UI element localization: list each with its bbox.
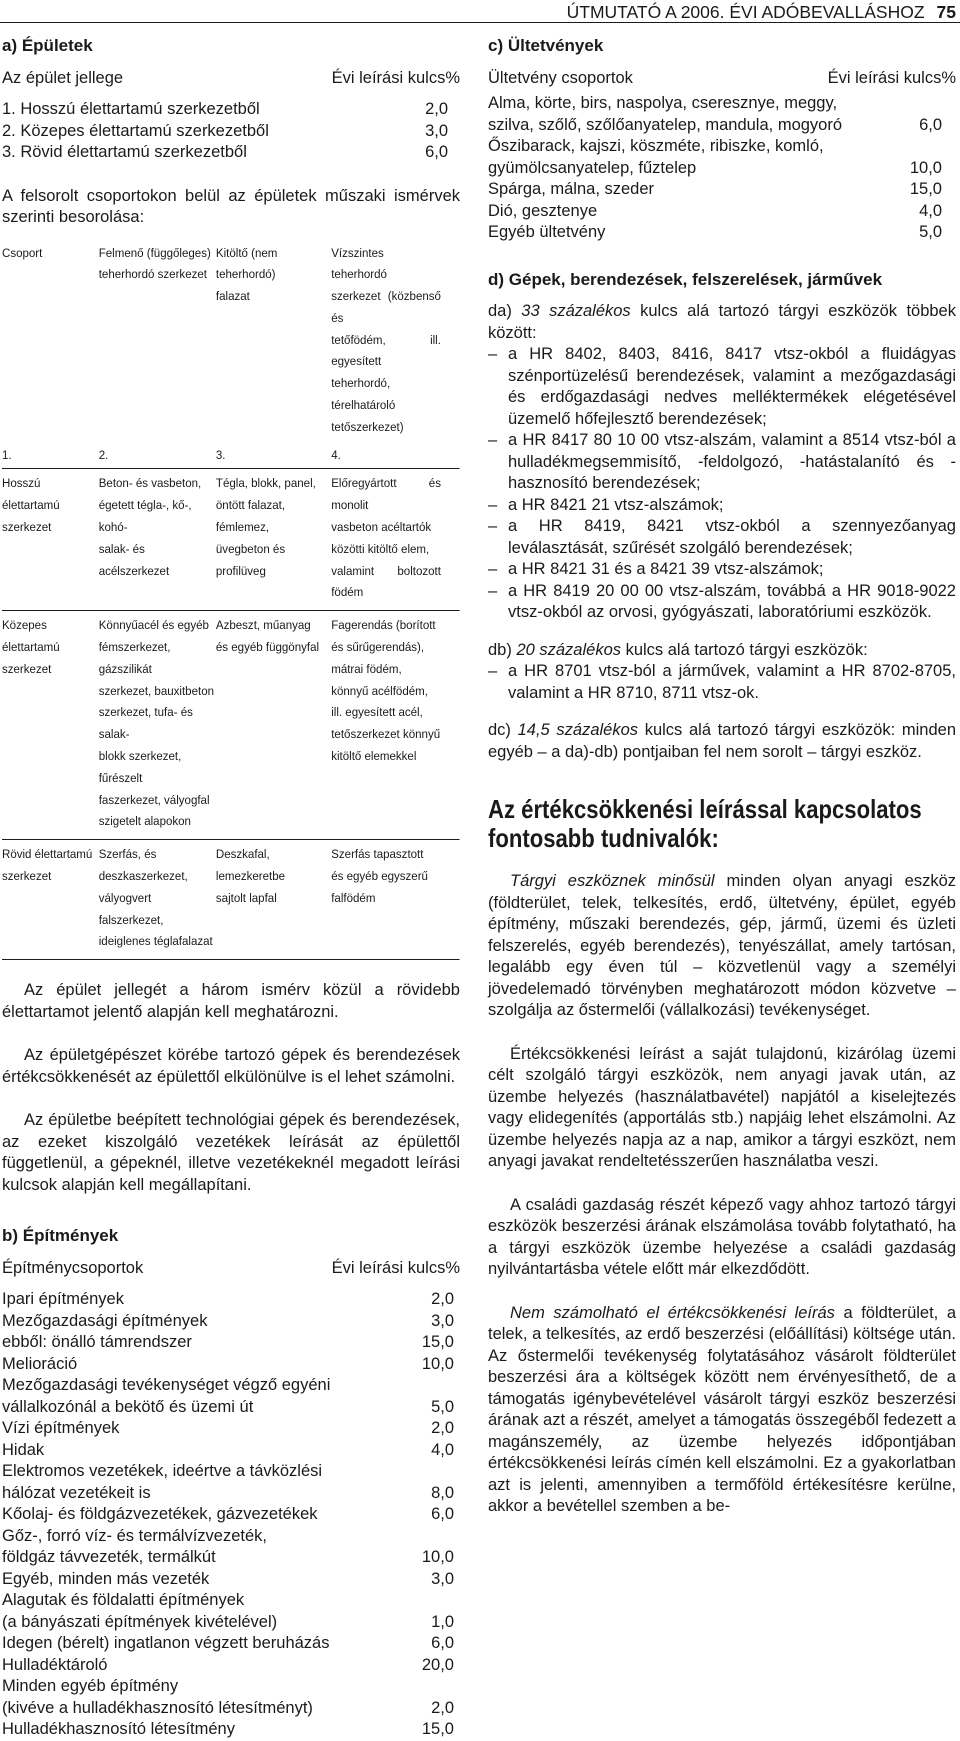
section-b-header xyxy=(2,1258,460,1280)
rate-label: 3. Rövid élettartamú szerkezetből xyxy=(2,143,247,161)
rate-value: 4,0 xyxy=(919,201,942,220)
rate-row xyxy=(2,1354,460,1376)
list-item xyxy=(488,495,956,517)
rate-label xyxy=(2,1655,422,1677)
rate-label-line: gyümölcsanyatelep, fűztelep xyxy=(488,158,697,177)
rate-value: 5,0 xyxy=(919,223,942,241)
table-row xyxy=(2,839,460,953)
rate-row xyxy=(2,1633,460,1655)
left-paragraph: Az épület jellegét a három ismérv közül a rövidebb élettartamot jelentő alapján kell meghatározni. xyxy=(2,981,460,1021)
table-cell: Azbeszt, műanyag és egyéb függönyfal xyxy=(215,618,320,655)
rate-label xyxy=(2,1311,431,1333)
table-column-number: 2. xyxy=(98,447,109,462)
da-label: da) xyxy=(488,302,522,320)
table-column-number: 3. xyxy=(215,447,226,462)
list-item-text: a HR 8421 21 vtsz-alszámok; xyxy=(508,495,724,514)
table-cell: Deszkafal, lemezkeretbe sajtolt lapfal xyxy=(215,847,286,905)
rate-label xyxy=(2,1418,431,1440)
rate-label-line: Elektromos vezetékek, ideértve a távközlési xyxy=(2,1462,323,1481)
rate-row xyxy=(2,142,460,164)
db-label: db) xyxy=(488,640,517,659)
list-item-text: a HR 8421 31 és a 8421 39 vtsz-alszámok; xyxy=(508,560,824,578)
list-item-text: a HR 8419 20 00 00 vtsz-alszám, továbbá a HR 9018-9022 vtsz-okból az orvosi, gyógyászati, laboratóriumi eszközök. xyxy=(508,581,956,621)
table-column-number: 4. xyxy=(331,447,341,462)
rate-row xyxy=(2,1440,460,1462)
rate-label-line: Vízi építmények xyxy=(2,1419,120,1438)
rate-value: 5,0 xyxy=(431,1397,454,1416)
rate-label xyxy=(488,93,919,136)
db-list xyxy=(488,661,956,704)
section-b-col-left: Építménycsoportok xyxy=(2,1258,144,1277)
running-header xyxy=(567,2,956,23)
table-column-number: 1. xyxy=(2,447,12,462)
rate-value: 2,0 xyxy=(431,1290,454,1309)
table-cell: Szerfás tapasztott és egyéb egyszerű falfödém xyxy=(331,847,428,905)
rate-row xyxy=(2,1655,460,1677)
section-c-col-right: Évi leírási kulcs% xyxy=(827,68,956,87)
rate-value: 6,0 xyxy=(425,143,448,161)
rate-row xyxy=(2,99,460,121)
table-row xyxy=(2,468,460,604)
rate-row xyxy=(2,1289,460,1311)
notes-paragraph-1 xyxy=(488,871,956,1022)
dash-bullet: – xyxy=(488,431,498,449)
list-item-text: a HR 8419, 8421 vtsz-okból a szennyezőanyag leválasztását, szűrését szolgáló berendezések; xyxy=(508,517,956,557)
da-list xyxy=(488,344,956,624)
rate-label xyxy=(2,1375,431,1418)
rate-label-line: Egyéb, minden más vezeték xyxy=(2,1569,210,1588)
section-b-title: b) Építmények xyxy=(2,1226,119,1246)
section-c-title: c) Ültetvények xyxy=(488,36,604,55)
rate-label xyxy=(488,179,910,201)
rate-label-line: földgáz távvezeték, termálkút xyxy=(2,1548,216,1567)
rate-label xyxy=(488,201,919,223)
rate-label xyxy=(2,1676,431,1719)
rate-label-line: Alma, körte, birs, naspolya, cseresznye, meggy, xyxy=(488,94,838,112)
rate-row xyxy=(488,93,956,136)
table-cell: Fagerendás (borított és sűrűgerendás), mátrai födém, könnyű acélfödém, ill. egyesített acél, tetőszerkezet könnyű kitöltő elemekkel xyxy=(331,618,441,764)
da-rate: 33 százalékos xyxy=(521,302,631,320)
rate-value: 6,0 xyxy=(431,1634,454,1653)
section-a-col-left: Az épület jellege xyxy=(2,68,124,87)
dc-label: dc) xyxy=(488,721,518,739)
rate-value: 6,0 xyxy=(919,115,942,134)
table-header-cell: Csoport xyxy=(2,245,43,260)
list-item-text: a HR 8701 vtsz-ból a járművek, valamint a HR 8702-8705, valamint a HR 8710, 8711 vtsz-ok. xyxy=(508,662,956,702)
dash-bullet: – xyxy=(488,581,498,600)
rate-row xyxy=(2,1461,460,1504)
section-dc xyxy=(488,720,956,763)
list-item xyxy=(488,661,956,704)
table-row xyxy=(2,610,460,833)
list-item-text: a HR 8417 80 10 00 vtsz-alszám, valamint a 8514 vtsz-ból a hulladékmegsemmisítő, -feldolgozó, -hatástalanító és -hasznosító berendezések; xyxy=(508,431,956,492)
rate-label-line: Idegen (bérelt) ingatlanon végzett beruházás xyxy=(2,1634,330,1653)
notes-p4-text: a földterület, a telek, a telkesítés, az erdő beszerzési (előállítási) költsége után. Az őstermelői tevékenység folytatásához vásárolt földterület beszerzési ára a költségek között nem érvényesíthető, de a támogatás igénybevételével vásárolt tárgyi eszköz beszerzési árának azt a részét, amelyet a támogatás összegéből fedezett a magánszemély, az üzembe helyezés időpontjában értékcsökkenési leírás címén kell elszámolni. Ez a gyakorlatban azt is jelenti, amennyiben a termőföld értékesítésre kerülne, akkor a bevétellel szemben a be- xyxy=(488,1303,957,1515)
left-paragraph: Az épületbe beépített technológiai gépek és berendezések, az ezeket kiszolgáló vezetékek leírását az épülettől függetlenül, a gépeknél, illetve vezetékeknél megadott leírási kulcsok alapján kell megállapítani. xyxy=(2,1111,460,1194)
rate-row xyxy=(488,179,956,201)
rate-value: 15,0 xyxy=(909,180,942,198)
rate-label-line: (a bányászati építmények kivételével) xyxy=(2,1612,278,1631)
section-a-rates xyxy=(2,99,460,164)
db-rate: 20 százalékos xyxy=(516,640,621,659)
dash-bullet: – xyxy=(488,662,498,680)
rate-row xyxy=(2,1418,460,1440)
rate-label-line: (kivéve a hulladékhasznosító létesítményt) xyxy=(2,1698,313,1717)
list-item xyxy=(488,344,956,430)
rate-label-line: Melioráció xyxy=(2,1354,78,1373)
rate-label-line: Gőz-, forró víz- és termálvízvezeték, xyxy=(2,1526,267,1545)
rate-label xyxy=(488,222,919,244)
dash-bullet: – xyxy=(488,517,498,535)
rate-label xyxy=(2,1332,422,1354)
rate-row xyxy=(2,1590,460,1633)
rate-label-line: Minden egyéb építmény xyxy=(2,1677,179,1696)
rate-label-line: ebből: önálló támrendszer xyxy=(2,1333,192,1352)
rate-value: 10,0 xyxy=(421,1548,454,1567)
rate-label-line: vállalkozónál a bekötő és üzemi út xyxy=(2,1397,254,1416)
table-header-cell: Kitöltő (nem teherhordó) falazat xyxy=(215,245,278,304)
rate-value: 2,0 xyxy=(425,100,448,118)
rate-label-line: Egyéb ültetvény xyxy=(488,223,606,241)
rate-value: 3,0 xyxy=(431,1311,454,1330)
list-item-text: a HR 8402, 8403, 8416, 8417 vtsz-okból a fluidágyas szénportüzelésű berendezések, valamint a mezőgazdasági és erdőgazdasági nedves melléktermékek elégetésével üzemelő hőfejlesztő berendezések; xyxy=(508,345,956,428)
rate-row xyxy=(2,121,460,143)
rate-label xyxy=(2,1289,431,1311)
table-cell: Rövid élettartamú szerkezet xyxy=(2,847,93,884)
table-cell: Közepes élettartamú szerkezet xyxy=(2,618,60,676)
header-rule xyxy=(0,22,960,23)
classification-table xyxy=(2,243,460,961)
rate-value: 4,0 xyxy=(431,1440,454,1459)
rate-row xyxy=(488,136,956,179)
rate-label-line: Alagutak és földalatti építmények xyxy=(2,1591,245,1610)
table-cell: Előregyártott és monolit vasbeton acéltartók közötti kitöltő elem, valamint boltozott födém xyxy=(331,476,441,600)
table-cell: Könnyűacél és egyéb fémszerkezet, gázszilikát szerkezet, bauxitbeton szerkezet, tufa- és salak- blokk szerkezet, fűrészelt faszerkezet, vályogfal szigetelt alapokon xyxy=(98,618,215,829)
notes-p1-text: minden olyan anyagi eszköz (földterület, telek, telkesítés, erdő, ültetvény, épület, egyéb építmény, műszaki berendezés, gép, jármű, üzemi és üzleti felszerelés, egyéb berendezés), tenyészállat, amely tartósan, legalább egy éven túl – közvetlenül vagy a személyi jövedelemadó törvényben meghatározott módon közvetve – szolgálja az őstermelői (vállalkozási) tevékenységet. xyxy=(488,872,956,1019)
section-a-header xyxy=(2,68,460,90)
rate-value: 2,0 xyxy=(431,1419,454,1438)
rate-label xyxy=(2,1461,431,1504)
table-bottom-rule xyxy=(2,959,460,960)
rate-label-line: Spárga, málna, szeder xyxy=(488,180,655,198)
section-c-header xyxy=(488,68,956,90)
notes-p4-emphasis: Nem számolható el értékcsökkenési leírás xyxy=(510,1303,835,1322)
dc-rate: 14,5 százalékos xyxy=(517,721,639,739)
dash-bullet: – xyxy=(488,345,498,363)
section-b-rates xyxy=(2,1289,460,1741)
rate-row xyxy=(2,1311,460,1333)
list-item xyxy=(488,516,956,559)
rate-label-line: Mezőgazdasági tevékenységet végző egyéni xyxy=(2,1376,331,1395)
rate-label-line: Őszibarack, kajszi, köszméte, ribiszke, komló, xyxy=(488,137,824,155)
rate-value: 1,0 xyxy=(431,1612,454,1631)
rate-label xyxy=(2,1590,431,1633)
rate-value: 2,0 xyxy=(431,1698,454,1717)
table-cell: Tégla, blokk, panel, öntött falazat, fémlemez, üvegbeton és profilüveg xyxy=(215,476,316,578)
dc-text: kulcs alá tartozó tárgyi eszközök: minden egyéb – a da)-db) pontjaiban fel nem sorolt – tárgyi eszköz. xyxy=(488,721,956,761)
section-c-rates xyxy=(488,93,956,244)
list-item xyxy=(488,559,956,581)
rate-label xyxy=(488,136,910,179)
rate-label: 2. Közepes élettartamú szerkezetből xyxy=(2,121,269,140)
section-c-col-left: Ültetvény csoportok xyxy=(488,68,633,87)
notes-paragraph-4 xyxy=(488,1303,956,1518)
rate-value: 6,0 xyxy=(431,1505,454,1524)
table-header-cell: Felmenő (függőleges) teherhordó szerkezet xyxy=(98,245,211,282)
rate-row xyxy=(2,1569,460,1591)
rate-row xyxy=(488,222,956,244)
table-header-row xyxy=(2,243,460,439)
rate-label xyxy=(2,1504,431,1526)
section-a-title: a) Épületek xyxy=(2,36,93,55)
rate-row xyxy=(2,1332,460,1354)
rate-label-line: Mezőgazdasági építmények xyxy=(2,1311,208,1330)
section-db-intro xyxy=(488,640,956,662)
db-text: kulcs alá tartozó tárgyi eszközök: xyxy=(621,640,868,659)
list-item xyxy=(488,581,956,624)
rate-label xyxy=(2,1719,422,1741)
rate-label-line: Dió, gesztenye xyxy=(488,201,598,220)
rate-value: 10,0 xyxy=(421,1354,454,1373)
rate-value: 3,0 xyxy=(425,121,448,140)
rate-label-line: szilva, szőlő, szőlőanyatelep, mandula, mogyoró xyxy=(488,115,843,134)
rate-value: 15,0 xyxy=(421,1720,454,1739)
rate-label-line: Hulladéktároló xyxy=(2,1655,108,1674)
left-column xyxy=(2,30,460,1741)
page-number: 75 xyxy=(936,2,956,22)
rate-label: 1. Hosszú élettartamú szerkezetből xyxy=(2,100,260,118)
rate-value: 15,0 xyxy=(421,1333,454,1352)
rate-label xyxy=(2,1526,422,1569)
dash-bullet: – xyxy=(488,560,498,578)
rate-value: 10,0 xyxy=(909,158,942,177)
section-da-intro xyxy=(488,301,956,344)
table-cell: Beton- és vasbeton, égetett tégla-, kő-, kohó- salak- és acélszerkezet xyxy=(98,476,202,578)
section-d-title: d) Gépek, berendezések, felszerelések, járművek xyxy=(488,269,883,289)
running-title: ÚTMUTATÓ A 2006. ÉVI ADÓBEVALLÁSHOZ xyxy=(566,2,925,22)
rate-label-line: Ipari építmények xyxy=(2,1290,124,1309)
rate-label-line: Kőolaj- és földgázvezetékek, gázvezetékek xyxy=(2,1505,318,1524)
rate-value: 8,0 xyxy=(431,1483,454,1502)
rate-value: 20,0 xyxy=(421,1655,454,1674)
notes-paragraph-2: Értékcsökkenési leírást a saját tulajdonú, kizárólag üzemi célt szolgáló tárgyi eszközök, nem anyagi javak után, az üzembe helyezés (használatbavétel) napjától a kiselejtezés vagy elidegenítés (apportálás stb.) napjáig lehet elszámolni. Az üzembe helyezés napja az a nap, amikor a tárgyi eszközt, nem anyagi javakat rendeltetésszerűen használatba veszi. xyxy=(488,1044,956,1170)
left-paragraph: Az épületgépészet körébe tartozó gépek és berendezések értékcsökkenését az épülettől elkülönülve is el lehet számolni. xyxy=(2,1046,460,1086)
notes-paragraph-3: A családi gazdaság részét képező vagy ahhoz tartozó tárgyi eszközök beszerzési árának elszámolása tovább folytatható, ha a tárgyi eszközök üzembe helyezése a családi gazdaság nyilvántartásba vétele előtt már elkezdődött. xyxy=(488,1195,956,1278)
rate-label xyxy=(2,1440,431,1462)
rate-label-line: hálózat vezetékeit is xyxy=(2,1483,151,1502)
right-column xyxy=(488,30,956,1518)
rate-label-line: Hulladékhasznosító létesítmény xyxy=(2,1720,235,1739)
rate-row xyxy=(2,1504,460,1526)
da-text: kulcs alá tartozó tárgyi eszközök többek között: xyxy=(488,302,956,342)
left-paragraphs xyxy=(2,980,460,1196)
rate-label xyxy=(2,1569,431,1591)
table-cell: Hosszú élettartamú szerkezet xyxy=(2,476,60,535)
notes-p1-emphasis: Tárgyi eszköznek minősül xyxy=(510,872,715,890)
rate-row xyxy=(2,1676,460,1719)
rate-label xyxy=(2,1354,422,1376)
table-number-row xyxy=(2,445,460,467)
section-a-intro: A felsorolt csoportokon belül az épületek műszaki ismérvek szerinti besorolása: xyxy=(2,186,460,226)
list-item xyxy=(488,430,956,495)
rate-value: 3,0 xyxy=(431,1569,454,1588)
rate-row xyxy=(2,1375,460,1418)
rate-row xyxy=(488,201,956,223)
rate-row xyxy=(2,1526,460,1569)
table-header-cell: Vízszintes teherhordó szerkezet (közbenső és tetőfödém, ill. egyesített teherhordó, térelhatároló tetőszerkezet) xyxy=(331,245,441,434)
rate-label xyxy=(2,1633,431,1655)
section-a-col-right: Évi leírási kulcs% xyxy=(331,68,460,87)
dash-bullet: – xyxy=(488,495,498,514)
section-b-col-right: Évi leírási kulcs% xyxy=(331,1258,460,1277)
notes-heading: Az értékcsökkenési leírással kapcsolatos fontosabb tudnivalók: xyxy=(488,794,922,853)
table-cell: Szerfás, és deszkaszerkezet, vályogvert falszerkezet, ideiglenes téglafalazat xyxy=(98,847,213,949)
rate-row xyxy=(2,1719,460,1741)
rate-label-line: Hidak xyxy=(2,1440,45,1459)
